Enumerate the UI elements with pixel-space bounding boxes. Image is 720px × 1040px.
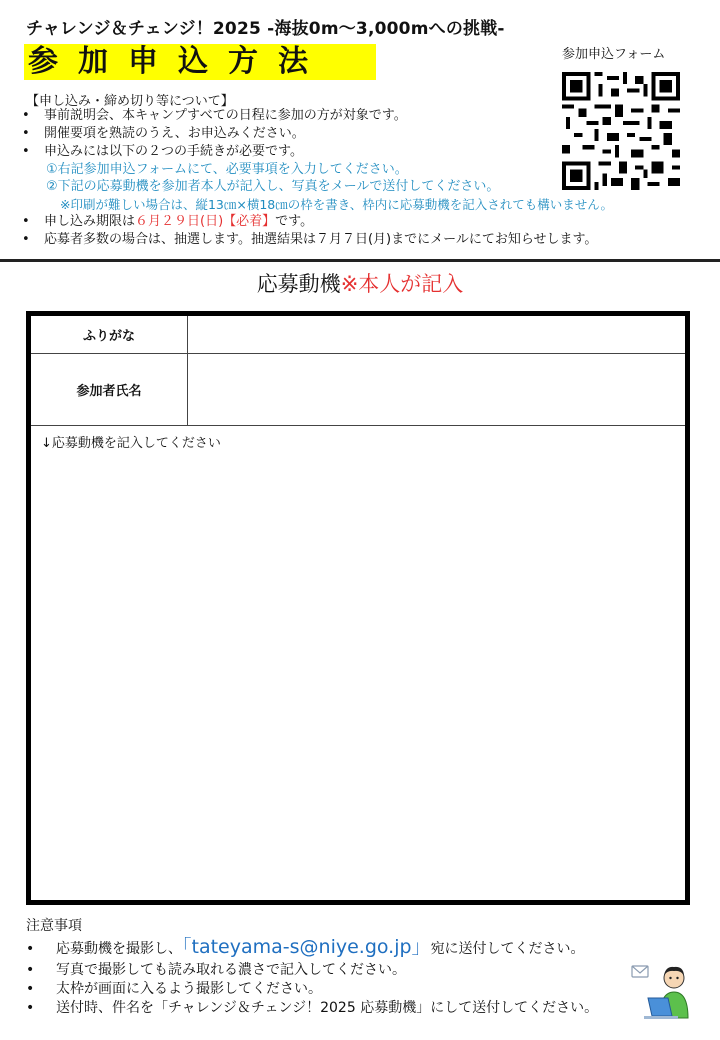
note-text: 送付時、件名を「チャレンジ＆チェンジ！2025 応募動機」にして送付してください。 (56, 1000, 599, 1016)
deadline-item (22, 214, 313, 230)
bullet-dot: • (26, 1000, 35, 1016)
bullet-item (22, 144, 303, 160)
furigana-row (31, 316, 685, 354)
note-1-suffix: 宛に送付してください。 (430, 941, 585, 957)
bullet-item (22, 108, 407, 124)
bullet-item (22, 126, 305, 142)
motive-title-text: 応募動機 (256, 272, 341, 296)
note-item (26, 980, 322, 999)
motive-title (0, 268, 720, 298)
bullet-dot: • (22, 214, 30, 229)
section-heading: 【申し込み・締め切り等について】 (26, 94, 234, 109)
note-item (26, 938, 585, 959)
note-item (26, 999, 598, 1018)
name-field[interactable] (188, 354, 685, 425)
event-title: チャレンジ＆チェンジ！2025 -海抜0m～3,000mへの挑戦- (26, 19, 505, 39)
qr-label: 参加申込フォーム (562, 47, 666, 62)
bullet-text: 応募者多数の場合は、抽選します。抽選結果は７月７日(月)までにメールにてお知らせします。 (44, 232, 598, 247)
email-link[interactable]: 「tateyama-s@niye.go.jp」 (182, 936, 431, 958)
note-1-prefix: 応募動機を撮影し、 (56, 941, 182, 957)
motive-writing-area[interactable] (31, 448, 685, 900)
furigana-label: ふりがな (31, 316, 188, 353)
bullet-dot: • (22, 144, 30, 159)
deadline-date: ６月２９日(日)【必着】 (135, 214, 276, 229)
motive-form-frame (26, 311, 690, 905)
person-with-laptop-icon (630, 962, 692, 1022)
step-1: ①右記参加申込フォームにて、必要事項を入力してください。 (46, 162, 408, 177)
bullet-dot: • (26, 962, 35, 978)
deadline-suffix: です。 (275, 214, 314, 229)
bullet-dot: • (26, 981, 35, 997)
deadline-prefix: 申し込み期限は (44, 214, 136, 229)
bullet-text: 事前説明会、本キャンプすべての日程に参加の方が対象です。 (44, 108, 407, 123)
bullet-text: 開催要項を熟読のうえ、お申込みください。 (44, 126, 305, 141)
note-item (26, 961, 406, 980)
bullet-dot: • (22, 126, 30, 141)
write-hint: ↓応募動機を記入してください (41, 436, 221, 451)
bullet-dot: • (26, 941, 35, 957)
qr-code-icon[interactable] (562, 72, 680, 190)
bullet-item (22, 232, 597, 248)
bullet-dot: • (22, 232, 30, 247)
furigana-field[interactable] (188, 316, 685, 353)
note-text: 写真で撮影しても読み取れる濃さで記入してください。 (56, 962, 406, 978)
section-divider (0, 259, 720, 262)
notes-heading: 注意事項 (26, 918, 82, 934)
name-label: 参加者氏名 (31, 354, 188, 425)
step-2: ②下記の応募動機を参加者本人が記入し、写真をメールで送付してください。 (46, 179, 500, 194)
step-note: ※印刷が難しい場合は、縦13㎝×横18㎝の枠を書き、枠内に応募動機を記入されても構いません。 (60, 197, 614, 212)
note-text: 太枠が画面に入るよう撮影してください。 (56, 981, 322, 997)
method-heading: 参加申込方法 (24, 44, 376, 80)
bullet-text: 申込みには以下の２つの手続きが必要です。 (44, 144, 303, 159)
name-row (31, 354, 685, 426)
bullet-dot: • (22, 108, 30, 123)
motive-title-note: ※本人が記入 (340, 272, 464, 296)
